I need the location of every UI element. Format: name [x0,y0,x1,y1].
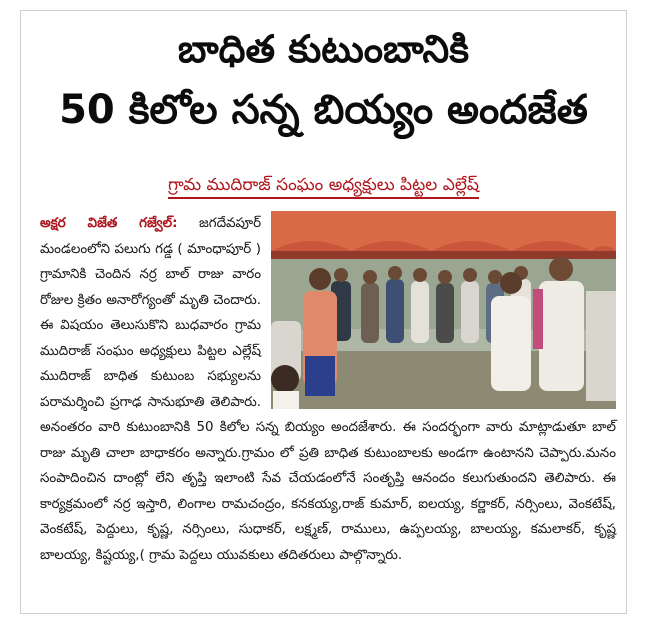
subheadline [21,175,626,199]
article-text: జగదేవపూర్ మండలంలోని పలుగు గడ్డ ( మాంధాపూర్ ) గ్రామానికి చెందిన నర్ర బాల్ రాజు వారం రోజుల క్రితం అనారోగ్యంతో మృతి చెందారు. ఈ విషయం తెలుసుకొని బుధవారం గ్రామ ముదిరాజ్ సంఘం అధ్యక్షులు పిట్టల ఎల్లేష్ ముదిరాజ్ బాధిత కుటుంబ సభ్యులను పరామర్శించి ప్రగాఢ సానుభూతి తెలిపారు. అనంతరం వారి కుటుంబానికి 50 కిలోల సన్న బియ్యం అందజేశారు. ఈ సందర్భంగా వారు మాట్లాడుతూ బాల్ రాజు మృతి చాలా బాధాకరం అన్నారు.గ్రామం లో ప్రతి బాధిత కుటుంబాలకు అండగా ఉంటానని చెప్పారు.మనం సంపాదించిన దాంట్లో లేని తృప్తి ఇలాంటి సేవ చేయడంలోనే సంతృప్తి ఆనందం కలుగుతుందని తెలిపారు. ఈ కార్యక్రమంలో నర్ర ఇస్తారి, లింగాల రామచంద్రం, కనకయ్య,రాజ్ కుమార్, ఐలయ్య, కర్ణాకర్, నర్సింలు, వెంకటేష్, వెంకటేష్, పెద్దులు, కృష్ణ, నర్సింలు, సుధాకర్, లక్ష్మణ్, రాములు, ఉప్పలయ్య, బాలయ్య, కమలాకర్, కృష్ణ బాలయ్య, కిష్టయ్య,( గ్రామ పెద్దలు యువకులు తదితరులు పాల్గొన్నారు. [40,216,616,563]
headline-line-1: బాధిత కుటుంబానికి [177,27,470,71]
subheadline-text: గ్రామ ముదిరాజ్ సంఘం అధ్యక్షులు పిట్టల ఎల్లేష్ [168,175,479,199]
headline-line-2: 50 కిలోల సన్న బియ్యం అందజేత [59,87,588,133]
news-photo [271,211,616,409]
article-body [40,211,616,568]
dateline: అక్షర విజేత గజ్వేల్: [40,216,178,231]
photo-illustration [271,211,616,409]
